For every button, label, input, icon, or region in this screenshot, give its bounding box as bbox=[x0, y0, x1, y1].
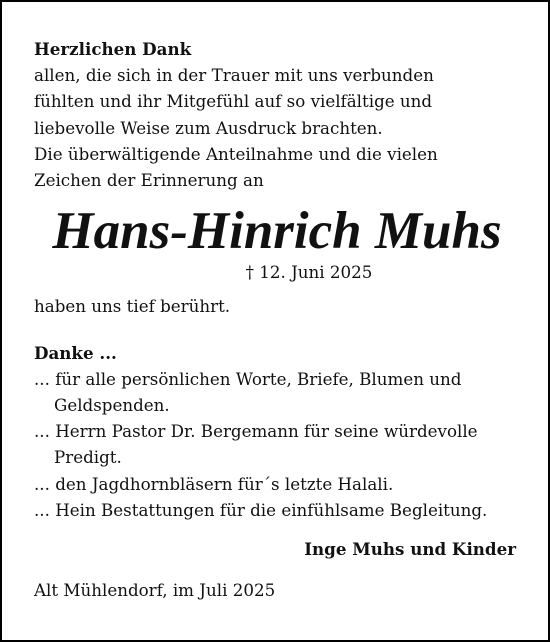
deceased-name: Hans-Hinrich Muhs bbox=[52, 202, 502, 261]
obituary-content bbox=[34, 36, 524, 603]
death-date: † 12. Juni 2025 bbox=[245, 262, 373, 283]
place-date: Alt Mühlendorf, im Juli 2025 bbox=[34, 580, 276, 601]
family-signature: Inge Muhs und Kinder bbox=[304, 539, 516, 560]
thanks-list-item: ... Herrn Pastor Dr. Bergemann für seine würdevolle Predigt. bbox=[34, 421, 478, 468]
intro-line: Die überwältigende Anteilnahme und die vielen bbox=[34, 143, 438, 164]
thanks-list-item: ... den Jagdhornbläsern für´s letzte Halali. bbox=[34, 473, 394, 494]
thanks-list-item: ... für alle persönlichen Worte, Briefe, Blumen und Geldspenden. bbox=[34, 368, 462, 416]
thanks-title: Danke ... bbox=[34, 342, 117, 363]
thanks-heading: Herzlichen Dank bbox=[34, 39, 192, 59]
thanks-list bbox=[34, 366, 524, 523]
intro-line: liebevolle Weise zum Ausdruck brachten. bbox=[34, 117, 383, 138]
thanks-list-item: ... Hein Bestattungen für die einfühlsame Begleitung. bbox=[34, 499, 488, 520]
intro-line: allen, die sich in der Trauer mit uns verbunden bbox=[34, 65, 434, 86]
moved-text: haben uns tief berührt. bbox=[34, 296, 231, 317]
intro-line: Zeichen der Erinnerung an bbox=[34, 170, 264, 191]
intro-line: fühlten und ihr Mitgefühl auf so vielfältige und bbox=[34, 91, 433, 112]
